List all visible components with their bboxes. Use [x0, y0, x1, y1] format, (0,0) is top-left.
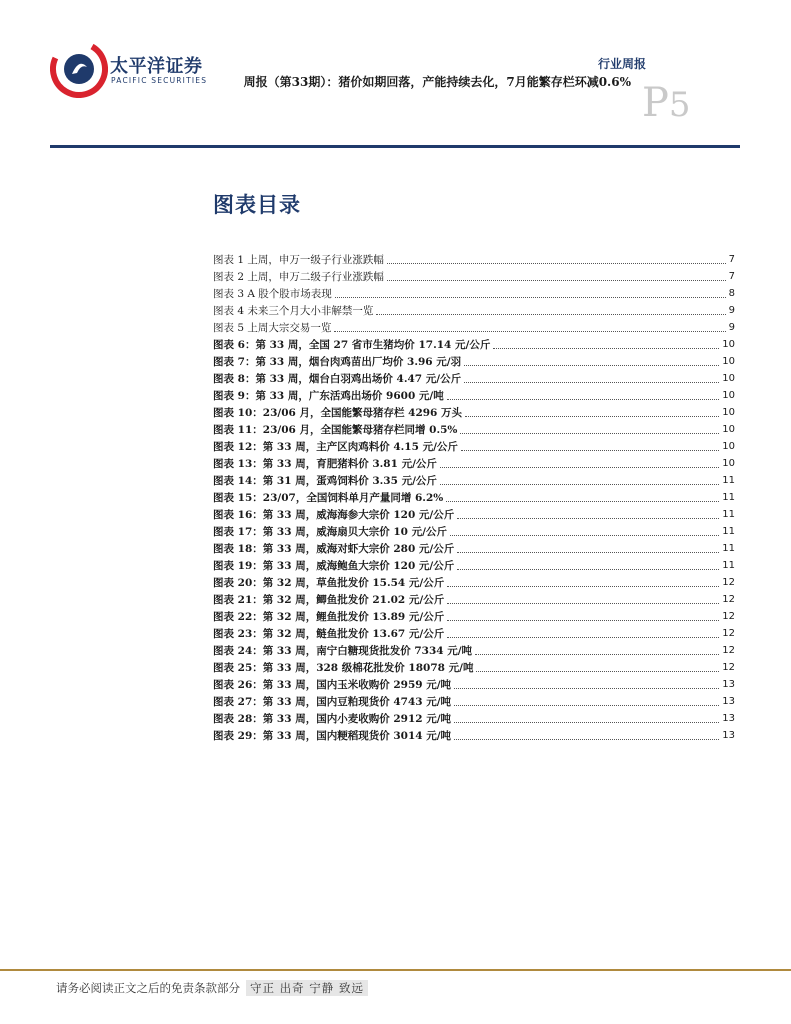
toc-dot-leader — [464, 382, 719, 383]
toc-dot-leader — [447, 603, 719, 604]
toc-entry[interactable] — [213, 539, 735, 556]
toc-dot-leader — [376, 314, 725, 315]
page-number — [642, 80, 691, 126]
toc-entry[interactable] — [213, 420, 735, 437]
toc-entry-label: 图表 2 上周，申万二级子行业涨跌幅 — [213, 271, 384, 283]
header-divider — [50, 145, 740, 148]
toc-dot-leader — [447, 637, 719, 638]
toc-entry-page: 13 — [722, 713, 735, 724]
table-of-figures — [213, 250, 735, 743]
toc-entry[interactable] — [213, 250, 735, 267]
toc-dot-leader — [465, 416, 719, 417]
toc-entry-label: 图表 26：第 33 周，国内玉米收购价 2959 元/吨 — [213, 679, 452, 691]
toc-entry[interactable] — [213, 709, 735, 726]
company-name-en: PACIFIC SECURITIES — [111, 76, 208, 85]
toc-entry-label: 图表 11：23/06 月，全国能繁母猪存栏同增 0.5% — [213, 424, 458, 436]
toc-entry-page: 11 — [722, 543, 735, 554]
toc-entry-label: 图表 3 A 股个股市场表现 — [213, 288, 332, 300]
toc-entry-label: 图表 7：第 33 周，烟台肉鸡苗出厂均价 3.96 元/羽 — [213, 356, 462, 368]
toc-entry-label: 图表 29：第 33 周，国内粳稻现货价 3014 元/吨 — [213, 730, 452, 742]
toc-entry-label: 图表 23：第 32 周，鲢鱼批发价 13.67 元/公斤 — [213, 628, 445, 640]
toc-entry-label: 图表 4 未来三个月大小非解禁一览 — [213, 305, 374, 317]
toc-entry-label: 图表 14：第 31 周，蛋鸡饲料价 3.35 元/公斤 — [213, 475, 437, 487]
toc-entry[interactable] — [213, 437, 735, 454]
toc-entry-label: 图表 1 上周，申万一级子行业涨跌幅 — [213, 254, 384, 266]
toc-entry[interactable] — [213, 488, 735, 505]
toc-entry-label: 图表 28：第 33 周，国内小麦收购价 2912 元/吨 — [213, 713, 452, 725]
toc-entry-page: 10 — [722, 390, 735, 401]
toc-entry-page: 10 — [722, 441, 735, 452]
report-category: 行业周报 — [597, 57, 646, 71]
toc-entry[interactable] — [213, 607, 735, 624]
toc-entry[interactable] — [213, 471, 735, 488]
toc-dot-leader — [454, 688, 719, 689]
toc-entry-page: 9 — [728, 322, 735, 333]
toc-entry-page: 10 — [722, 356, 735, 367]
toc-entry-page: 9 — [728, 305, 735, 316]
toc-entry-label: 图表 20：第 32 周，草鱼批发价 15.54 元/公斤 — [213, 577, 445, 589]
toc-heading: 图表目录 — [213, 192, 301, 217]
toc-entry[interactable] — [213, 624, 735, 641]
toc-entry-label: 图表 13：第 33 周，育肥猪料价 3.81 元/公斤 — [213, 458, 437, 470]
company-name-cn: 太平洋证券 — [110, 56, 203, 77]
toc-entry-label: 图表 16：第 33 周，威海海参大宗价 120 元/公斤 — [213, 509, 455, 521]
toc-dot-leader — [464, 365, 719, 366]
toc-entry[interactable] — [213, 573, 735, 590]
toc-dot-leader — [446, 501, 719, 502]
toc-entry-label: 图表 25：第 33 周，328 级棉花批发价 18078 元/吨 — [213, 662, 474, 674]
toc-dot-leader — [440, 467, 719, 468]
toc-dot-leader — [460, 433, 719, 434]
toc-dot-leader — [447, 620, 719, 621]
toc-dot-leader — [447, 399, 720, 400]
toc-entry-label: 图表 24：第 33 周，南宁白糖现货批发价 7334 元/吨 — [213, 645, 473, 657]
toc-entry[interactable] — [213, 522, 735, 539]
toc-entry-page: 11 — [722, 475, 735, 486]
toc-entry-page: 10 — [722, 373, 735, 384]
toc-entry-page: 13 — [722, 730, 735, 741]
toc-entry-label: 图表 12：第 33 周，主产区肉鸡料价 4.15 元/公斤 — [213, 441, 458, 453]
toc-entry-page: 11 — [722, 526, 735, 537]
toc-entry-page: 11 — [722, 560, 735, 571]
footer — [56, 980, 368, 996]
footer-motto: 守正 出奇 宁静 致远 — [246, 980, 368, 996]
report-title: 周报（第33期）：猪价如期回落，产能持续去化，7月能繁存栏环减0.6% — [243, 75, 631, 89]
toc-entry-label: 图表 15：23/07，全国饲料单月产量同增 6.2% — [213, 492, 444, 504]
company-logo — [50, 40, 210, 100]
toc-dot-leader — [334, 331, 725, 332]
toc-entry-page: 12 — [722, 628, 735, 639]
toc-entry[interactable] — [213, 726, 735, 743]
toc-entry-label: 图表 6：第 33 周，全国 27 省市生猪均价 17.14 元/公斤 — [213, 339, 491, 351]
toc-entry[interactable] — [213, 403, 735, 420]
toc-dot-leader — [447, 586, 719, 587]
toc-dot-leader — [450, 535, 719, 536]
toc-entry-page: 12 — [722, 645, 735, 656]
toc-entry-page: 8 — [728, 288, 735, 299]
toc-entry-page: 7 — [728, 271, 735, 282]
page-number-value: 5 — [668, 85, 691, 125]
toc-entry[interactable] — [213, 267, 735, 284]
toc-entry-label: 图表 10：23/06 月，全国能繁母猪存栏 4296 万头 — [213, 407, 463, 419]
toc-entry-page: 10 — [722, 339, 735, 350]
toc-dot-leader — [335, 297, 726, 298]
toc-entry[interactable] — [213, 284, 735, 301]
toc-dot-leader — [457, 569, 719, 570]
toc-entry-label: 图表 8：第 33 周，烟台白羽鸡出场价 4.47 元/公斤 — [213, 373, 462, 385]
toc-entry[interactable] — [213, 641, 735, 658]
toc-dot-leader — [454, 722, 719, 723]
toc-entry-page: 12 — [722, 611, 735, 622]
pacific-securities-logo-icon — [50, 40, 108, 98]
toc-entry-page: 10 — [722, 407, 735, 418]
toc-entry-page: 11 — [722, 509, 735, 520]
toc-dot-leader — [457, 552, 719, 553]
toc-dot-leader — [461, 450, 719, 451]
toc-dot-leader — [454, 705, 719, 706]
toc-entry-page: 10 — [722, 424, 735, 435]
toc-entry[interactable] — [213, 301, 735, 318]
toc-entry[interactable] — [213, 369, 735, 386]
toc-dot-leader — [475, 654, 719, 655]
toc-dot-leader — [387, 263, 726, 264]
toc-entry-label: 图表 22：第 32 周，鲤鱼批发价 13.89 元/公斤 — [213, 611, 445, 623]
toc-entry[interactable] — [213, 454, 735, 471]
toc-entry-page: 10 — [722, 458, 735, 469]
toc-entry-page: 13 — [722, 696, 735, 707]
toc-entry[interactable] — [213, 335, 735, 352]
toc-entry-label: 图表 27：第 33 周，国内豆粕现货价 4743 元/吨 — [213, 696, 452, 708]
toc-dot-leader — [476, 671, 719, 672]
toc-dot-leader — [440, 484, 719, 485]
toc-entry[interactable] — [213, 505, 735, 522]
toc-entry-page: 11 — [722, 492, 735, 503]
page-number-prefix: P — [642, 80, 669, 126]
toc-entry[interactable] — [213, 318, 735, 335]
toc-dot-leader — [493, 348, 719, 349]
toc-entry[interactable] — [213, 658, 735, 675]
toc-entry[interactable] — [213, 352, 735, 369]
toc-entry-page: 13 — [722, 679, 735, 690]
toc-entry-label: 图表 18：第 33 周，威海对虾大宗价 280 元/公斤 — [213, 543, 455, 555]
toc-entry-page: 12 — [722, 662, 735, 673]
toc-entry-label: 图表 21：第 32 周，鲫鱼批发价 21.02 元/公斤 — [213, 594, 445, 606]
toc-dot-leader — [457, 518, 719, 519]
footer-disclaimer: 请务必阅读正文之后的免责条款部分 — [56, 981, 240, 995]
toc-entry-page: 12 — [722, 594, 735, 605]
toc-entry-label: 图表 19：第 33 周，威海鲍鱼大宗价 120 元/公斤 — [213, 560, 455, 572]
footer-divider — [0, 969, 791, 971]
toc-entry-page: 12 — [722, 577, 735, 588]
toc-entry-label: 图表 9：第 33 周，广东活鸡出场价 9600 元/吨 — [213, 390, 444, 402]
toc-entry-label: 图表 17：第 33 周，威海扇贝大宗价 10 元/公斤 — [213, 526, 447, 538]
toc-entry-page: 7 — [728, 254, 735, 265]
toc-entry[interactable] — [213, 692, 735, 709]
toc-dot-leader — [454, 739, 719, 740]
toc-dot-leader — [387, 280, 726, 281]
toc-entry[interactable] — [213, 556, 735, 573]
toc-entry[interactable] — [213, 590, 735, 607]
toc-entry[interactable] — [213, 386, 735, 403]
toc-entry-label: 图表 5 上周大宗交易一览 — [213, 322, 332, 334]
toc-entry[interactable] — [213, 675, 735, 692]
